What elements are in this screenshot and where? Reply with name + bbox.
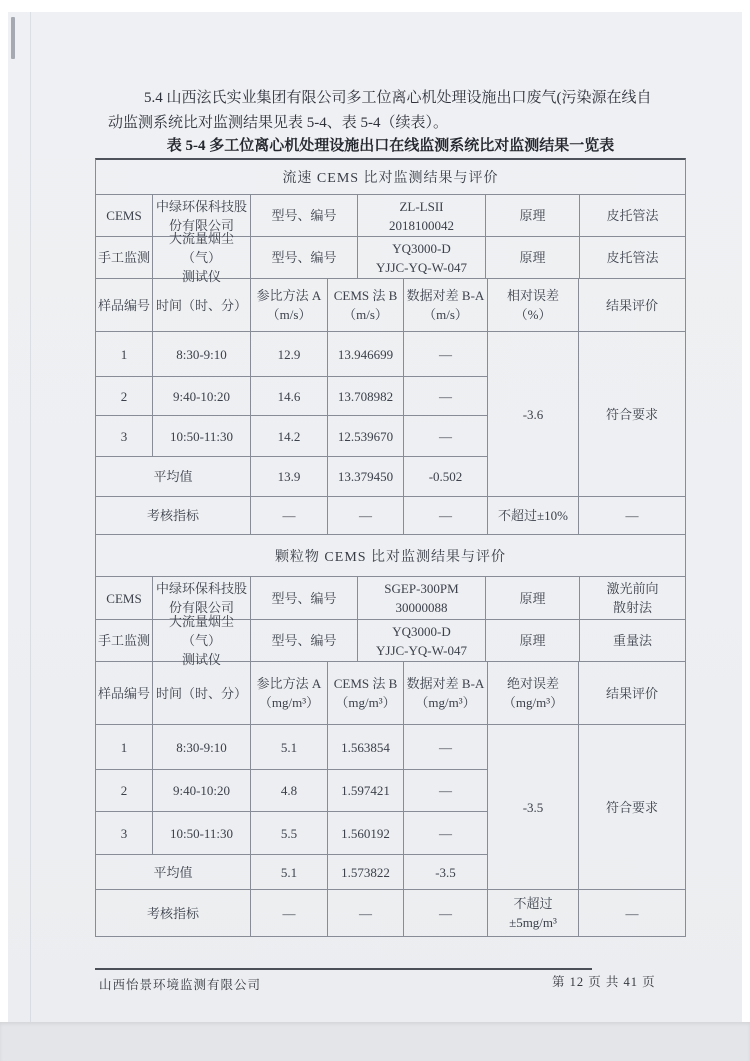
col-header-diff [404, 662, 488, 725]
model-line2: 2018100042 [389, 217, 454, 233]
model-line1: SGEP-300PM [384, 581, 459, 596]
col-header-diff-unit: （m/s） [423, 307, 468, 322]
section-title-pm: 颗粒物 CEMS 比对监测结果与评价 [96, 535, 685, 577]
col-header-result: 结果评价 [579, 662, 685, 725]
col-header-sample: 样品编号 [96, 662, 153, 725]
data-cell-ref: 5.5 [251, 812, 328, 855]
page-sheet [8, 12, 742, 1022]
equip-name-line1: 中绿环保科技股 [155, 581, 247, 596]
col-header-ref-unit: （mg/m³） [258, 695, 320, 710]
data-row [96, 770, 488, 812]
col-header-error [488, 279, 579, 332]
comparison-table [95, 158, 686, 937]
data-cell-ref: 5.1 [251, 725, 328, 770]
heading-line-2: 动监测系统比对监测结果见表 5-4、表 5-4（续表）。 [108, 115, 448, 131]
table-caption: 表 5-4 多工位离心机处理设施出口在线监测系统比对监测结果一览表 [166, 138, 615, 154]
principle-value-cell [580, 237, 685, 279]
col-header-ref-label: 参比方法 A [256, 288, 322, 303]
col-header-cems-label: CEMS 法 B [333, 288, 398, 303]
equip-name-line1: 大流量烟尘（气） [168, 614, 234, 648]
equip-name-line2: 测试仪 [181, 652, 221, 667]
data-row [96, 725, 488, 770]
model-line1: YQ3000-D [392, 623, 451, 639]
data-cell-time: 9:40-10:20 [153, 377, 251, 416]
equip-role-cell: CEMS [96, 577, 153, 620]
col-header-diff [404, 279, 488, 332]
scan-bottom-strip [0, 1022, 750, 1061]
model-line1: ZL-LSII [399, 198, 444, 214]
footer-rule [95, 968, 592, 970]
model-label-cell: 型号、编号 [251, 195, 358, 237]
average-row [96, 457, 488, 497]
average-diff-cell: -3.5 [404, 855, 488, 890]
data-cell-ref: 14.6 [251, 377, 328, 416]
average-ref-cell: 5.1 [251, 855, 328, 890]
data-cell-time: 9:40-10:20 [153, 770, 251, 812]
col-header-cems-label: CEMS 法 B [333, 676, 398, 691]
col-header-cems [328, 662, 404, 725]
equip-name-cell [153, 231, 251, 284]
model-value-cell [358, 620, 486, 662]
data-cell-ref: 14.2 [251, 416, 328, 457]
data-cell-time: 10:50-11:30 [153, 416, 251, 457]
section-title-flow: 流速 CEMS 比对监测结果与评价 [96, 160, 685, 195]
scan-corner-mark [11, 17, 15, 59]
data-block [96, 725, 685, 890]
equipment-row [96, 231, 685, 284]
assessment-ref-cell: — [251, 497, 328, 535]
average-ref-cell: 13.9 [251, 457, 328, 497]
assessment-cems-cell: — [328, 890, 404, 937]
data-cell-time: 10:50-11:30 [153, 812, 251, 855]
data-cell-cems: 1.560192 [328, 812, 404, 855]
model-line2: YJJC-YQ-W-047 [376, 642, 467, 658]
model-line1: YQ3000-D [392, 240, 451, 256]
data-cell-time: 8:30-9:10 [153, 725, 251, 770]
equip-name-line1: 中绿环保科技股 [155, 198, 247, 214]
principle-line1: 皮托管法 [606, 250, 659, 265]
col-header-sample: 样品编号 [96, 279, 153, 332]
principle-label-cell: 原理 [486, 620, 580, 662]
model-line2: YJJC-YQ-W-047 [376, 259, 467, 275]
data-block [96, 332, 685, 497]
data-cell-diff: — [404, 377, 488, 416]
data-row [96, 377, 488, 416]
average-label-cell: 平均值 [96, 855, 251, 890]
assessment-diff-cell: — [404, 497, 488, 535]
equip-name-line2: 测试仪 [181, 269, 221, 284]
data-cell-cems: 13.946699 [328, 332, 404, 377]
principle-label-cell: 原理 [486, 577, 580, 620]
data-cell-cems: 1.563854 [328, 725, 404, 770]
equip-name-line1: 大流量烟尘（气） [168, 231, 234, 265]
principle-label-cell: 原理 [486, 195, 580, 237]
assessment-label-cell: 考核指标 [96, 890, 251, 937]
data-row [96, 812, 488, 855]
principle-value-cell [580, 195, 685, 237]
model-value-cell [358, 195, 486, 237]
principle-label-cell: 原理 [486, 237, 580, 279]
principle-line1: 皮托管法 [606, 208, 659, 223]
data-cell-no: 3 [96, 416, 153, 457]
average-label-cell: 平均值 [96, 457, 251, 497]
data-row [96, 332, 488, 377]
footer-page-number: 第 12 页 共 41 页 [552, 975, 656, 989]
col-header-error-label: 绝对误差 [506, 676, 559, 691]
principle-line2: 散射法 [612, 600, 652, 615]
col-header-result: 结果评价 [579, 279, 685, 332]
heading-line-1: 5.4 山西泫氏实业集团有限公司多工位离心机处理设施出口废气(污染源在线自 [144, 90, 652, 106]
assessment-row [96, 890, 685, 937]
average-cems-cell: 1.573822 [328, 855, 404, 890]
data-cell-ref: 4.8 [251, 770, 328, 812]
merged-result-cell: 符合要求 [579, 725, 685, 890]
assessment-limit-cell: 不超过±5mg/m³ [488, 890, 579, 937]
col-header-time: 时间（时、分） [153, 662, 251, 725]
principle-value-cell [580, 577, 685, 620]
col-header-time: 时间（时、分） [153, 279, 251, 332]
average-diff-cell: -0.502 [404, 457, 488, 497]
col-header-cems-unit: （mg/m³） [335, 695, 396, 710]
data-grid [96, 332, 488, 497]
merged-error-cell: -3.6 [488, 332, 579, 497]
data-cell-no: 2 [96, 770, 153, 812]
scan-fold-line [30, 12, 31, 1022]
data-cell-diff: — [404, 725, 488, 770]
model-line2: 30000088 [395, 600, 448, 615]
principle-value-cell [580, 620, 685, 662]
data-cell-cems: 1.597421 [328, 770, 404, 812]
col-header-diff-unit: （mg/m³） [415, 695, 476, 710]
col-header-error-label: 相对误差 [506, 288, 559, 303]
assessment-row [96, 497, 685, 535]
data-cell-no: 1 [96, 332, 153, 377]
data-cell-cems: 12.539670 [328, 416, 404, 457]
column-header-row [96, 662, 685, 725]
column-header-row [96, 279, 685, 332]
col-header-error-unit: （%） [514, 307, 552, 322]
equip-role-cell: 手工监测 [96, 237, 153, 279]
assessment-cems-cell: — [328, 497, 404, 535]
data-cell-ref: 12.9 [251, 332, 328, 377]
equip-name-cell [153, 614, 251, 667]
col-header-diff-label: 数据对差 B-A [406, 288, 485, 303]
assessment-ref-cell: — [251, 890, 328, 937]
average-cems-cell: 13.379450 [328, 457, 404, 497]
principle-line1: 激光前向 [606, 581, 659, 596]
assessment-diff-cell: — [404, 890, 488, 937]
col-header-ref [251, 662, 328, 725]
data-cell-no: 1 [96, 725, 153, 770]
assessment-result-cell: — [579, 497, 685, 535]
model-value-cell [358, 237, 486, 279]
col-header-ref-unit: （m/s） [266, 307, 312, 322]
data-cell-time: 8:30-9:10 [153, 332, 251, 377]
model-label-cell: 型号、编号 [251, 237, 358, 279]
data-row [96, 416, 488, 457]
assessment-limit-cell: 不超过±10% [488, 497, 579, 535]
equip-role-cell: CEMS [96, 195, 153, 237]
merged-result-cell: 符合要求 [579, 332, 685, 497]
equip-role-cell: 手工监测 [96, 620, 153, 662]
data-cell-no: 3 [96, 812, 153, 855]
data-cell-cems: 13.708982 [328, 377, 404, 416]
heading-paragraph [108, 86, 656, 136]
col-header-diff-label: 数据对差 B-A [406, 676, 485, 691]
assessment-result-cell: — [579, 890, 685, 937]
col-header-cems [328, 279, 404, 332]
principle-line1: 重量法 [612, 633, 652, 648]
col-header-ref [251, 279, 328, 332]
col-header-error [488, 662, 579, 725]
col-header-cems-unit: （m/s） [343, 307, 388, 322]
model-label-cell: 型号、编号 [251, 577, 358, 620]
average-row [96, 855, 488, 890]
col-header-error-unit: （mg/m³） [502, 695, 564, 710]
col-header-ref-label: 参比方法 A [256, 676, 322, 691]
assessment-label-cell: 考核指标 [96, 497, 251, 535]
data-cell-diff: — [404, 416, 488, 457]
data-cell-diff: — [404, 770, 488, 812]
footer-company: 山西怡景环境监测有限公司 [99, 978, 262, 992]
equip-name-line2: 份有限公司 [168, 217, 234, 233]
model-label-cell: 型号、编号 [251, 620, 358, 662]
data-cell-no: 2 [96, 377, 153, 416]
model-value-cell [358, 577, 486, 620]
merged-error-cell: -3.5 [488, 725, 579, 890]
equipment-row [96, 614, 685, 667]
data-cell-diff: — [404, 332, 488, 377]
data-cell-diff: — [404, 812, 488, 855]
equip-name-line2: 份有限公司 [168, 600, 234, 615]
data-grid [96, 725, 488, 890]
